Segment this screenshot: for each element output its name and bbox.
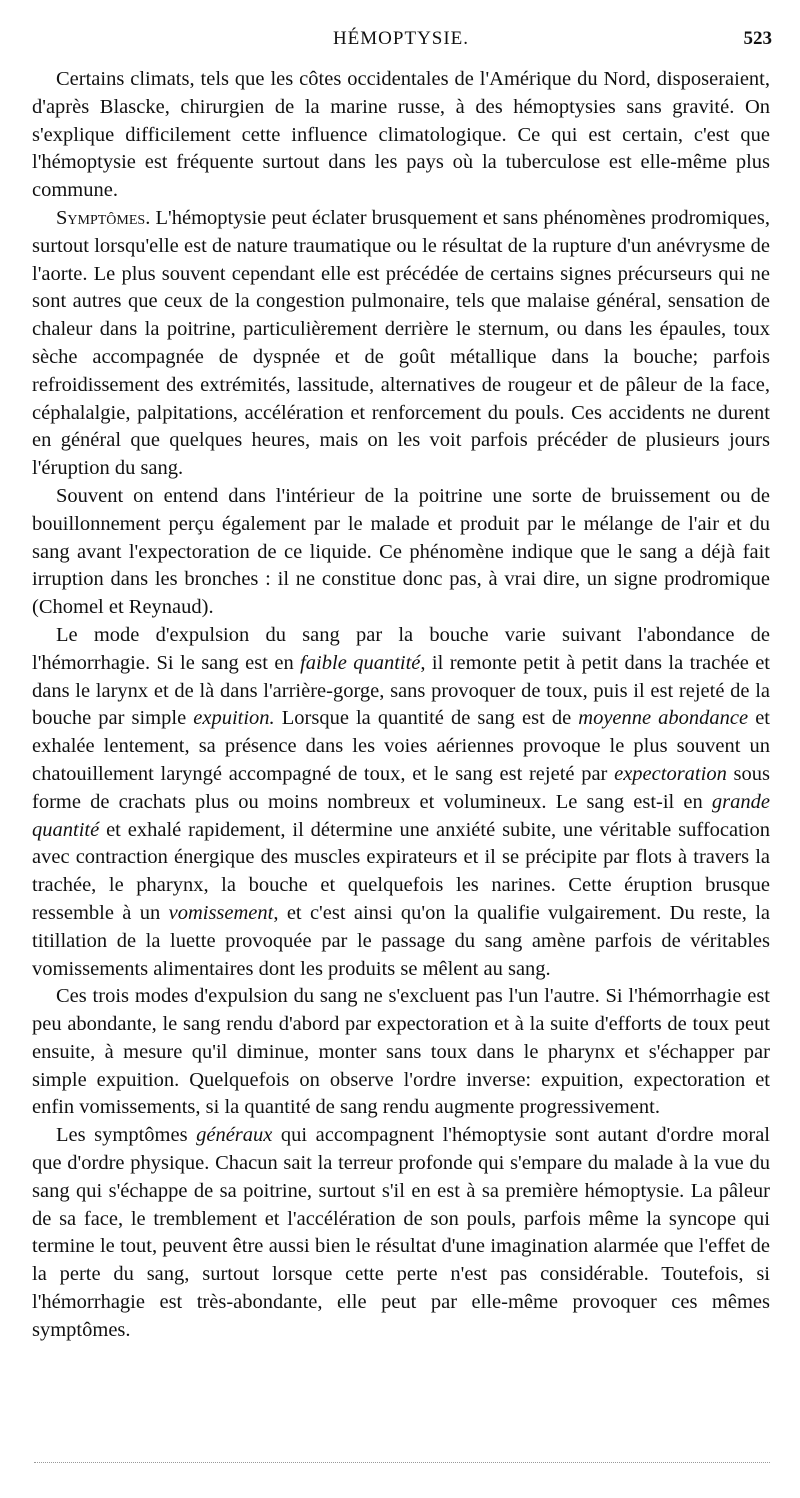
paragraph-text: Souvent on entend dans l'intérieur de la poitrine une sorte de bruissement ou de bouillonnement perçu également par le malade et produit par le mélange de l'air et du sang avant l'expectoration de ce liquide. Ce phénomène indique que le sang a déjà fait irruption dans les bronches : il ne constitue donc pas, à vrai dire, un signe prodromique (Chomel et Reynaud).	[32, 484, 770, 619]
emphasis: vomissement	[168, 901, 274, 924]
text-run: , et c'est ainsi qu'on la qualifie vulgairement. Du reste, la titillation de la luette provoquée par le passage du sang amène parfois de véritables vomissements alimentaires dont les produits se mêlent au sang.	[32, 901, 770, 980]
running-title: HÉMOPTYSIE.	[332, 28, 470, 49]
emphasis: moyenne abondance	[578, 707, 749, 730]
book-page	[32, 28, 770, 1345]
text-run: , il remonte petit à petit dans la trachée et dans le larynx et de là dans l'arrière-gorge, sans provoquer de toux, puis il est rejeté de la bouche par simple	[32, 651, 770, 730]
text-run: sous forme de crachats plus ou moins nombreux et volumineux. Le sang est-il en	[32, 762, 770, 813]
section-lead: Symptômes.	[56, 206, 151, 229]
paragraph-climats	[32, 66, 770, 205]
paragraph-symptomes	[32, 205, 770, 483]
text-run: Les symptômes	[56, 1124, 197, 1147]
paragraph-bruissement	[32, 483, 770, 622]
running-header	[32, 28, 770, 52]
text-run: Le mode d'expulsion du sang par la bouche varie suivant l'abondance de l'hémorrhagie. Si le sang est en	[32, 623, 770, 674]
emphasis: faible quantité	[300, 651, 421, 674]
emphasis: généraux	[196, 1124, 273, 1147]
text-run: Lorsque la quantité de sang est de	[274, 707, 579, 730]
text-run: et exhalé rapidement, il détermine une anxiété subite, une véritable suffocation avec contraction énergique des muscles expirateurs et il se précipite par flots à travers la trachée, le pharynx, la bouche et quelquefois les narines. Cette éruption brusque ressemble à un	[32, 818, 770, 924]
text-run: et exhalée lentement, sa présence dans les voies aériennes provoque le plus souvent un chatouillement laryngé accompagné de toux, et le sang est rejeté par	[32, 707, 771, 785]
paragraph-text: Certains climats, tels que les côtes occidentales de l'Amérique du Nord, disposeraient, d'après Blascke, chirurgien de la marine russe, à des hémoptysies sans gravité. On s'explique difficilement cette influence climatologique. Ce qui est certain, c'est que l'hémoptysie est fréquente surtout dans les pays où la tuberculose est elle-même plus commune.	[32, 68, 770, 202]
emphasis: grande quantité	[32, 790, 770, 841]
body-text	[32, 66, 770, 1345]
page-number: 523	[743, 28, 772, 49]
emphasis: expuition.	[193, 707, 275, 730]
paragraph-trois-modes	[32, 983, 770, 1122]
paragraph-symptomes-generaux	[32, 1122, 770, 1344]
paragraph-mode-expulsion	[32, 622, 770, 983]
paragraph-text: Ces trois modes d'expulsion du sang ne s'excluent pas l'un l'autre. Si l'hémorrhagie est peu abondante, le sang rendu d'abord par expectoration et à la suite d'efforts de toux peut ensuite, à mesure qu'il diminue, monter sans toux dans le pharynx et s'échapper par simple expuition. Quelquefois on observe l'ordre inverse: expuition, expectoration et enfin vomissements, si la quantité de sang rendu augmente progressivement.	[32, 985, 770, 1119]
emphasis: expectoration	[614, 762, 727, 785]
text-run: qui accompagnent l'hémoptysie sont autant d'ordre moral que d'ordre physique. Chacun sait la terreur profonde qui s'empare du malade à la vue du sang qui s'échappe de sa poitrine, surtout s'il en est à sa première hémoptysie. La pâleur de sa face, le tremblement et l'accélération de son pouls, parfois même la syncope qui termine le tout, peuvent être aussi bien le résultat d'une imagination alarmée que l'effet de la perte du sang, surtout lorsque cette perte n'est pas considérable. Toutefois, si l'hémorrhagie est très-abondante, elle peut par elle-même provoquer ces mêmes symptômes.	[32, 1124, 770, 1341]
footer-rule	[34, 1462, 770, 1463]
paragraph-text: L'hémoptysie peut éclater brusquement et sans phénomènes prodromiques, surtout lorsqu'elle est de nature traumatique ou le résultat de la rupture d'un anévrysme de l'aorte. Le plus souvent cependant elle est précédée de certains signes précurseurs qui ne sont autres que ceux de la congestion pulmonaire, tels que malaise général, sensation de chaleur dans la poitrine, particulièrement derrière le sternum, ou dans les épaules, toux sèche accompagnée de dyspnée et de goût métallique dans la bouche; parfois refroidissement des extrémités, lassitude, alternatives de rougeur et de pâleur de la face, céphalalgie, palpitations, accélération et renforcement du pouls. Ces accidents ne durent en général que quelques heures, mais on les voit parfois précéder de plusieurs jours l'éruption du sang.	[32, 206, 770, 480]
